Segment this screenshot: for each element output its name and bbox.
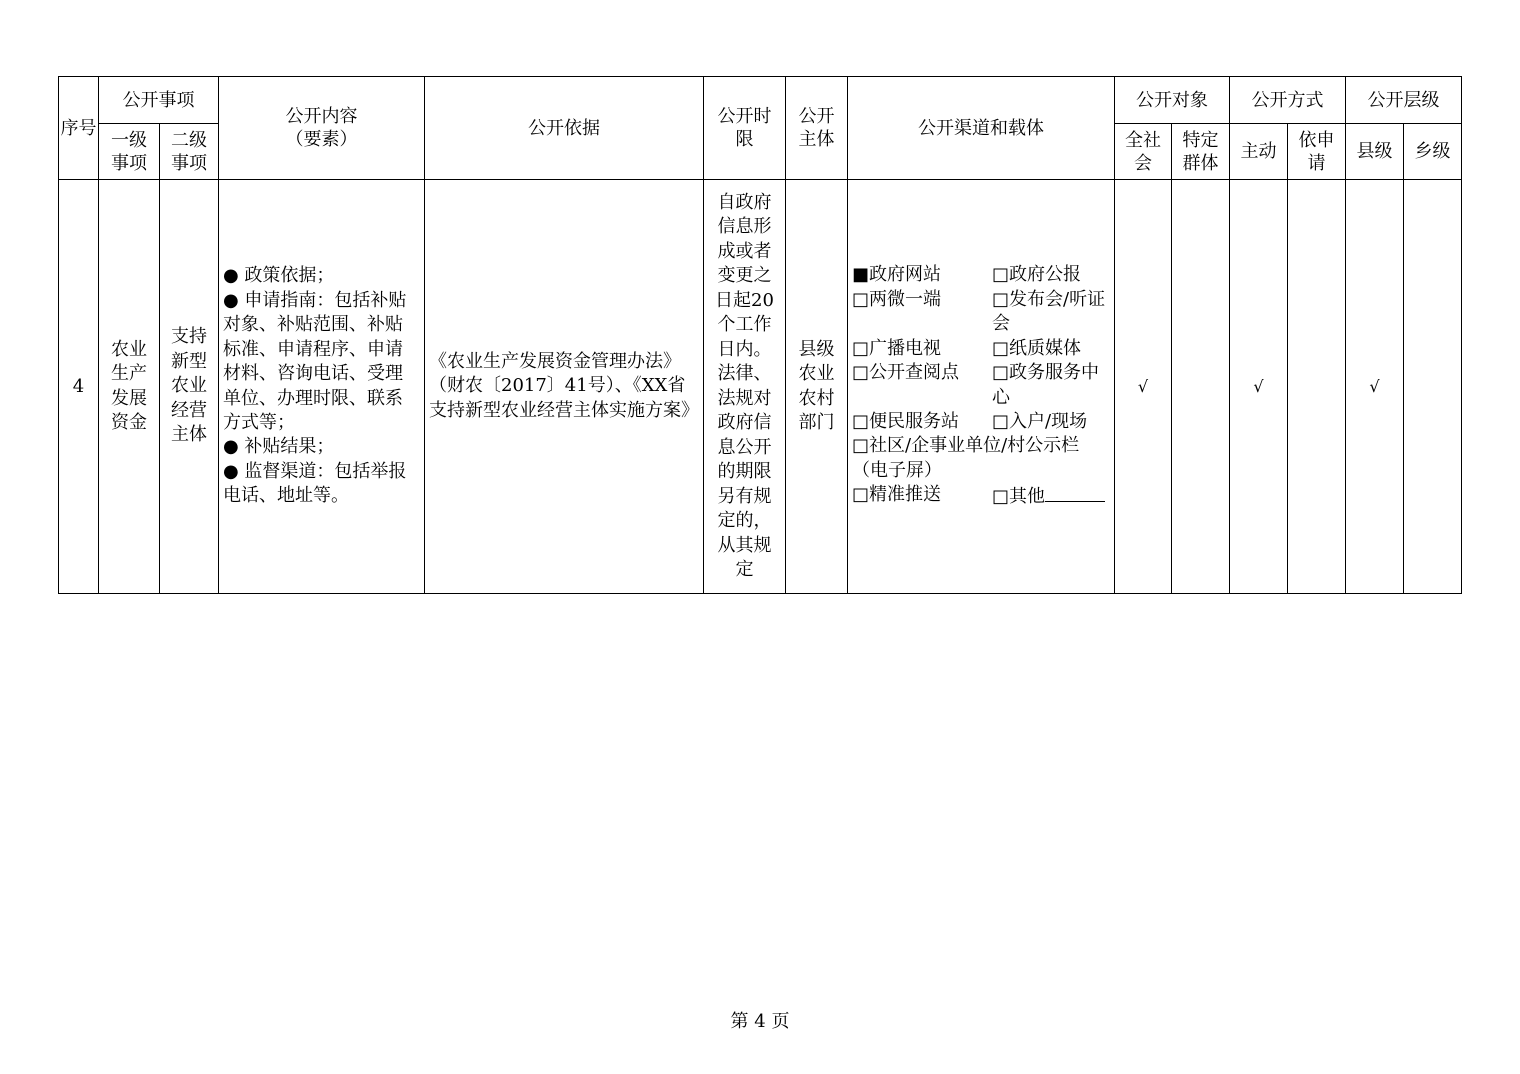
check-mark: √ <box>1253 376 1264 396</box>
row-level-town <box>1404 180 1462 594</box>
header-row-1 <box>59 77 1462 124</box>
channel-gov-gazette: □政府公报 <box>992 264 1082 286</box>
header-level-county <box>1346 124 1404 180</box>
channel-row <box>852 483 1110 509</box>
row-subject <box>786 180 848 594</box>
channel-row <box>852 410 1110 434</box>
header-item-level2 <box>160 124 219 180</box>
disclosure-table <box>58 76 1462 594</box>
header-seq <box>59 77 99 180</box>
header-time-limit-text: 公开时限 <box>717 106 772 150</box>
channel-wechat-weibo-app: □两微一端 <box>852 288 942 310</box>
channel-bulletin-board: □社区/企事业单位/村公示栏（电子屏） <box>852 435 1080 481</box>
fill-in-blank <box>1045 483 1105 502</box>
table-row <box>59 180 1462 594</box>
header-content <box>219 77 425 180</box>
channel-public-reading-point: □公开查阅点 <box>852 362 960 384</box>
row-audience-all <box>1115 180 1172 594</box>
row-level-county <box>1346 180 1404 594</box>
channel-press-hearing: □发布会/听证会 <box>992 288 1106 335</box>
content-item: ● 监督渠道：包括举报电话、地址等。 <box>223 460 407 507</box>
header-content-text: 公开内容 <box>285 106 358 127</box>
header-basis <box>425 77 704 180</box>
channel-print-media: □纸质媒体 <box>992 337 1082 359</box>
header-basis-text: 公开依据 <box>528 117 600 139</box>
header-level-county-text: 县级 <box>1356 141 1393 162</box>
row-time-limit <box>704 180 786 594</box>
header-item-level2-text: 二级事项 <box>171 129 207 174</box>
header-method <box>1230 77 1346 124</box>
row-method-active <box>1230 180 1288 594</box>
row-level2 <box>160 180 219 594</box>
channel-row <box>852 337 1110 361</box>
header-method-text: 公开方式 <box>1251 89 1324 111</box>
header-level-town-text: 乡级 <box>1414 141 1451 162</box>
channel-row <box>852 361 1110 410</box>
header-subject <box>786 77 848 180</box>
header-seq-text: 序号 <box>60 117 97 139</box>
channel-gov-website: ■政府网站 <box>852 264 942 286</box>
content-item: ● 政策依据； <box>223 265 335 287</box>
row-method-request <box>1288 180 1346 594</box>
header-audience-all-text: 全社会 <box>1125 129 1161 174</box>
channel-targeted-push: □精准推送 <box>852 484 942 506</box>
header-item <box>99 77 219 124</box>
page-number: 第 4 页 <box>730 1011 790 1032</box>
row-level1 <box>99 180 160 594</box>
row-time-limit-text: 自政府信息形成或者变更之日起20个工作日内。法律、法规对政府信息公开的期限另有规定的，从其规定 <box>715 191 774 580</box>
row-basis <box>425 180 704 594</box>
content-item: ● 补贴结果； <box>223 436 335 458</box>
header-audience-specific <box>1172 124 1230 180</box>
row-channels <box>848 180 1115 594</box>
header-item-level1-text: 一级事项 <box>111 129 147 174</box>
header-content-sub: （要素） <box>285 129 358 150</box>
channel-row <box>852 263 1110 287</box>
row-seq <box>59 180 99 594</box>
check-mark: √ <box>1369 376 1380 396</box>
header-level-text: 公开层级 <box>1367 89 1440 111</box>
row-content <box>219 180 425 594</box>
row-basis-text: 《农业生产发展资金管理办法》（财农〔2017〕41号）、《XX省支持新型农业经营主体实施方案》 <box>429 350 699 421</box>
channel-door-to-door: □入户/现场 <box>992 410 1088 432</box>
row-seq-text: 4 <box>72 375 85 397</box>
header-channels <box>848 77 1115 180</box>
row-level2-text: 支持新型农业经营主体 <box>171 326 207 446</box>
header-time-limit <box>704 77 786 180</box>
header-subject-text: 公开主体 <box>798 106 835 150</box>
channel-broadcast-tv: □广播电视 <box>852 337 942 359</box>
row-subject-text: 县级农业农村部门 <box>798 338 835 433</box>
header-audience-text: 公开对象 <box>1136 89 1208 111</box>
header-item-text: 公开事项 <box>122 89 195 111</box>
header-audience-specific-text: 特定群体 <box>1182 129 1219 174</box>
header-item-level1 <box>99 124 160 180</box>
row-audience-specific <box>1172 180 1230 594</box>
channel-other: □其他 <box>992 486 1046 508</box>
header-channels-text: 公开渠道和载体 <box>918 117 1044 139</box>
header-method-request <box>1288 124 1346 180</box>
channel-row <box>852 288 1110 337</box>
header-method-active-text: 主动 <box>1240 141 1277 162</box>
channel-service-center: □政务服务中心 <box>992 362 1100 408</box>
header-method-active <box>1230 124 1288 180</box>
header-level <box>1346 77 1462 124</box>
content-item: ● 申请指南：包括补贴对象、补贴范围、补贴标准、申请程序、申请材料、咨询电话、受理单位、办理时限、联系方式等； <box>223 289 407 433</box>
header-method-request-text: 依申请 <box>1298 129 1335 174</box>
channel-convenience-station: □便民服务站 <box>852 410 960 432</box>
header-level-town <box>1404 124 1462 180</box>
row-level1-text: 农业生产发展资金 <box>111 338 147 433</box>
header-audience-all <box>1115 124 1172 180</box>
check-mark: √ <box>1137 376 1149 396</box>
header-audience <box>1115 77 1230 124</box>
